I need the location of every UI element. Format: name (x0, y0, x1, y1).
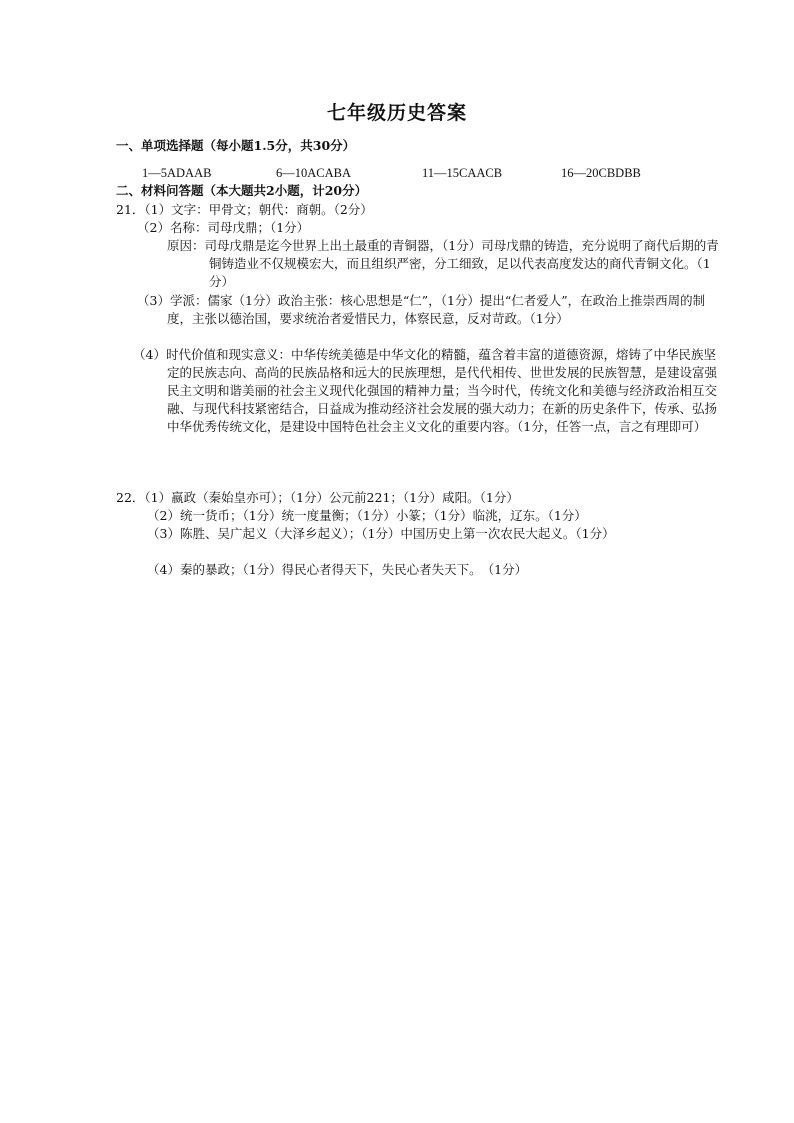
q21-part2-name: （2）名称：司母戊鼎；（1分） (137, 220, 310, 235)
mc-answer-11-15: 11—15CAACB (422, 166, 503, 180)
section2-heading: 二、材料问答题（本大题共2小题，计20分） (116, 183, 368, 198)
mc-answer-1-5: 1—5ADAAB (142, 166, 212, 180)
section1-heading: 一、单项选择题（每小题1.5分，共30分） (116, 138, 356, 153)
mc-answer-6-10: 6—10ACABA (276, 166, 352, 180)
q22-part2: （2）统一货币；（1分）统一度量衡；（1分）小篆；（1分）临洮，辽东。（1分） (147, 508, 587, 523)
q22-part1: 22．（1）嬴政（秦始皇亦可）；（1分）公元前221；（1分）咸阳。（1分） (116, 490, 519, 505)
q21-part3: （3）学派：儒家（1分）政治主张：核心思想是“仁”，（1分）提出“仁者爱人”，在政治上推崇西周的制度，主张以德治国，要求统治者爱惜民力，体察民意，反对苛政。（1分） (137, 293, 706, 326)
q22-part4: （4）秦的暴政；（1分）得民心者得天下，失民心者失天下。 （1分） (147, 562, 528, 577)
q21-part2-reason: 原因：司母戊鼎是迄今世界上出土最重的青铜器，（1分）司母戊鼎的铸造，充分说明了商代后期的青铜铸造业不仅规模宏大，而且组织严密，分工细致，足以代表高度发达的商代青铜文化。（1分） (167, 238, 719, 289)
page-title: 七年级历史答案 (326, 102, 467, 124)
mc-answer-16-20: 16—20CBDBB (561, 166, 641, 180)
q22-part3: （3）陈胜、吴广起义（大泽乡起义）；（1分）中国历史上第一次农民大起义。（1分） (147, 526, 615, 541)
q21-part1: 21．（1）文字：甲骨文；朝代：商朝。（2分） (116, 202, 373, 217)
q21-part4: （4）时代价值和现实意义：中华传统美德是中华文化的精髓，蕴含着丰富的道德资源，熔铸了中华民族坚定的民族志向、高尚的民族品格和远大的民族理想，是代代相传、世世发展的民族智慧，是建设富强民主文明和谐美丽的社会主义现代化强国的精神力量；当今时代，传统文化和美德与经济政治相互交融、与现代科技紧密结合，日益成为推动经济社会发展的强大动力；在新的历史条件下，传承、弘扬中华优秀传统文化，是建设中国特色社会主义文化的重要内容。（1分，任答一点，言之有理即可） (133, 347, 718, 434)
